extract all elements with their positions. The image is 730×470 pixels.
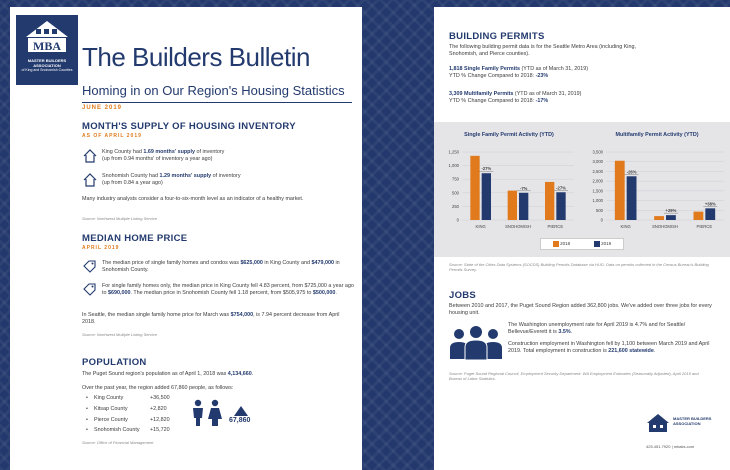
permit-charts [434,140,730,235]
population-p1 [82,371,352,378]
house-icon [83,149,97,163]
change-label: -27% [481,166,492,172]
jobs-p3 [508,341,723,355]
supply-sno-c: of inventory [211,173,241,179]
mba-logo [16,15,78,85]
chart-legend [540,238,624,250]
jobs-unemployment-value: 3.5% [558,328,571,335]
population-county: Snohomish County [94,427,140,434]
footer-house-icon [646,413,670,433]
legend-2018 [553,241,570,247]
bar-2019 [627,176,637,220]
median-p3 [82,312,354,326]
median-p2-c: . The median price in Snohomish County fell 1.18 percent, from $505,975 to [130,289,313,296]
permits-single-family [449,66,719,80]
median-p3-c: , is 7.94 percent decrease from April 2018. [82,312,340,325]
bar-2018 [615,161,625,220]
y-tick-label: 0 [600,217,603,223]
supply-snohomish [102,173,342,187]
jobs-p2 [508,322,723,336]
median-p2-e: . [335,289,337,296]
sf-permits-count: 1,818 Single Family Permits [449,66,521,72]
footer-brand-line2: ASSOCIATION [673,421,701,426]
x-tick-label: KING [475,224,486,229]
change-label: +38% [704,201,716,207]
title-rule [82,102,352,103]
y-tick-label: 1,000 [592,198,603,204]
y-tick-label: 2,000 [592,178,603,184]
legend-swatch-2018 [553,241,559,247]
jobs-p2-c: . [570,328,573,335]
y-tick-label: 1,250 [448,149,459,155]
population-value: +36,500 [150,395,170,401]
page-title: The Builders Bulletin [82,42,310,72]
population-value: +2,820 [150,405,167,412]
bar-2019 [666,215,676,220]
median-p1 [102,260,354,274]
population-heading: POPULATION [82,357,147,368]
median-asof: APRIL 2019 [82,245,120,251]
bar-2018 [470,156,479,220]
median-p1-a: The median price of single family homes and condos was [102,260,241,266]
y-tick-label: 3,500 [592,149,603,155]
mf-change-label: YTD % Change Compared to 2018: [449,97,536,104]
population-value: +15,720 [150,427,170,434]
population-county: Pierce County [94,416,128,423]
permits-intro: The following building permit data is for the Seattle Metro Area (including King, Snohomish, and Pierce counties). [449,44,636,57]
footer-brand-line1: MASTER BUILDERS [673,416,712,421]
bar-2019 [556,192,565,220]
charts-panel [434,122,730,257]
supply-king-a: King County had [102,149,144,155]
y-tick-label: 1,000 [448,163,459,169]
jobs-p2-a: The Washington unemployment rate for April 2019 is 4.7% and for Seattle/ Bellevue/Everett it is [508,322,686,335]
legend-label-2018: 2018 [560,241,571,247]
supply-source: Source: Northwest Multiple Listing Service [82,216,157,221]
supply-king-note: (up from 0.94 months' of inventory a year ago) [102,155,213,162]
bar-2019 [519,193,528,220]
x-tick-label: SNOHOMISH [505,224,531,229]
supply-king [102,149,342,163]
population-p2: Over the past year, the region added 67,860 people, as follows: [82,385,234,391]
bar-2018 [654,216,664,220]
change-label: +29% [665,208,677,214]
mf-permits-count: 3,309 Multifamily Permits [449,91,514,97]
x-tick-label: KING [620,224,631,229]
supply-asof: AS OF APRIL 2019 [82,133,142,139]
median-king-value: $625,000 [240,260,263,266]
median-sno-value: $479,000 [311,260,334,266]
y-tick-label: 2,500 [592,168,603,174]
y-tick-label: 0 [456,217,459,223]
jobs-heading: JOBS [449,290,477,301]
median-king-sf-value: $690,000 [108,289,131,296]
right-page [434,7,730,470]
price-tag-icon [83,260,96,273]
sf-chart-title: Single Family Permit Activity (YTD) [464,132,554,138]
logo-mark-text: MBA [33,39,61,53]
footer-contact: 425.451.7920 | mbaks.com [646,444,695,449]
median-heading: MEDIAN HOME PRICE [82,233,188,244]
y-tick-label: 750 [452,176,459,182]
median-sno-sf-value: $500,000 [312,289,336,296]
sf-change-value: -23% [535,72,549,79]
x-tick-label: PIERCE [547,224,564,229]
bar-2018 [545,182,554,220]
supply-sno-note: (up from 0.84 a year ago) [102,179,163,186]
sf-permits-asof: (YTD as of March 31, 2019) [520,66,589,72]
legend-swatch-2019 [594,241,600,247]
people-icon [190,399,224,427]
median-p1-c: in King County and [262,260,312,266]
median-p3-a: In Seattle, the median single family home price for March was [82,312,231,318]
supply-king-value: 1.69 months' supply [143,149,195,155]
population-p1-c: . [251,371,254,377]
left-page [10,7,362,470]
price-tag-icon [83,283,96,296]
supply-heading: MONTH'S SUPPLY OF HOUSING INVENTORY [82,121,296,132]
x-tick-label: SNOHOMISH [652,224,678,229]
up-arrow-icon [234,406,248,416]
change-label: -7% [519,185,528,191]
jobs-p1: Between 2010 and 2017, the Puget Sound Region added 362,800 jobs. We've added over three jobs for every housing unit. [449,303,712,316]
logo-line3: of King and Snohomish Counties [21,68,73,72]
house-logo-icon [22,19,72,53]
page-subtitle: Homing in on Our Region's Housing Statistics [82,83,345,98]
median-seattle-value: $754,000 [230,312,254,318]
median-p1-e: in Snohomish County. [102,260,340,273]
population-table [86,395,196,434]
house-icon [83,173,97,187]
y-tick-label: 500 [596,207,603,213]
y-tick-label: 250 [452,203,459,209]
permits-source: Source: State of the Cities Data Systems (SOCDS) Building Permits Database via HUD. Data on permits collected in the Census Bureau's Building Permits Survey. [449,262,709,272]
bar-2018 [508,191,517,220]
bar-2019 [705,208,715,220]
population-value: +12,820 [150,416,170,423]
median-p2 [102,283,354,297]
jobs-p3-a: Construction employment in Washington fell by 1,100 between March 2019 and April 2019. Total employment in construction is [508,341,710,354]
logo-line2: ASSOCIATION [33,63,61,68]
population-row: • Snohomish County +15,720 [86,427,170,434]
mf-chart-title: Multifamily Permit Activity (YTD) [615,132,699,138]
population-p1-a: The Puget Sound region's population as of April 1, 2018 was [82,371,228,377]
supply-sno-value: 1.29 months' supply [159,173,212,179]
jobs-p3-c: . [653,347,656,354]
sf-change-label: YTD % Change Compared to 2018: [449,72,536,79]
footer-logo [646,413,721,433]
population-added: 67,860 [229,417,251,424]
supply-note: Many industry analysts consider a four-to-six-month level as an indicator of a healthy market. [82,196,304,202]
issue-date: JUNE 2019 [82,105,123,111]
median-source: Source: Northwest Multiple Listing Service [82,332,157,337]
supply-sno-a: Snohomish County had [102,173,160,179]
change-label: -27% [556,185,566,191]
population-county: Kitsap County [94,405,128,412]
x-tick-label: PIERCE [696,224,713,229]
y-tick-label: 500 [452,190,459,196]
jobs-construction-value: 221,600 statewide [608,347,654,354]
population-county: King County [94,395,124,401]
population-row: • King County +36,500 [86,395,170,401]
legend-2019 [594,241,611,247]
permits-heading: BUILDING PERMITS [449,31,545,42]
logo-line1: MASTER BUILDERS [27,58,67,63]
bar-2018 [694,212,704,220]
change-label: -26% [626,169,637,175]
y-tick-label: 3,000 [592,159,603,165]
mf-permits-asof: (YTD as of March 31, 2019) [513,91,582,97]
median-p2-a: For single family homes only, the median price in King County fell 4.83 percent, from $725,000 a year ago to [102,283,354,296]
permits-multifamily [449,91,719,105]
workers-icon [449,324,503,360]
bar-2019 [482,173,491,220]
legend-label-2019: 2019 [601,241,612,247]
jobs-source: Source: Puget Sound Regional Council, Employment Security Department: WA Employment Estimates (Seasonally Adjusted), April 2019 and Bureau of Labor Statistics. [449,371,699,381]
y-tick-label: 1,500 [592,188,603,194]
population-row: • Pierce County +12,820 [86,416,170,423]
mf-change-value: -17% [535,97,549,104]
population-source: Source: Office of Financial Management [82,440,154,445]
supply-king-c: of inventory [194,149,225,155]
population-total: 4,134,660 [227,371,252,377]
population-row: • Kitsap County +2,820 [86,405,167,412]
